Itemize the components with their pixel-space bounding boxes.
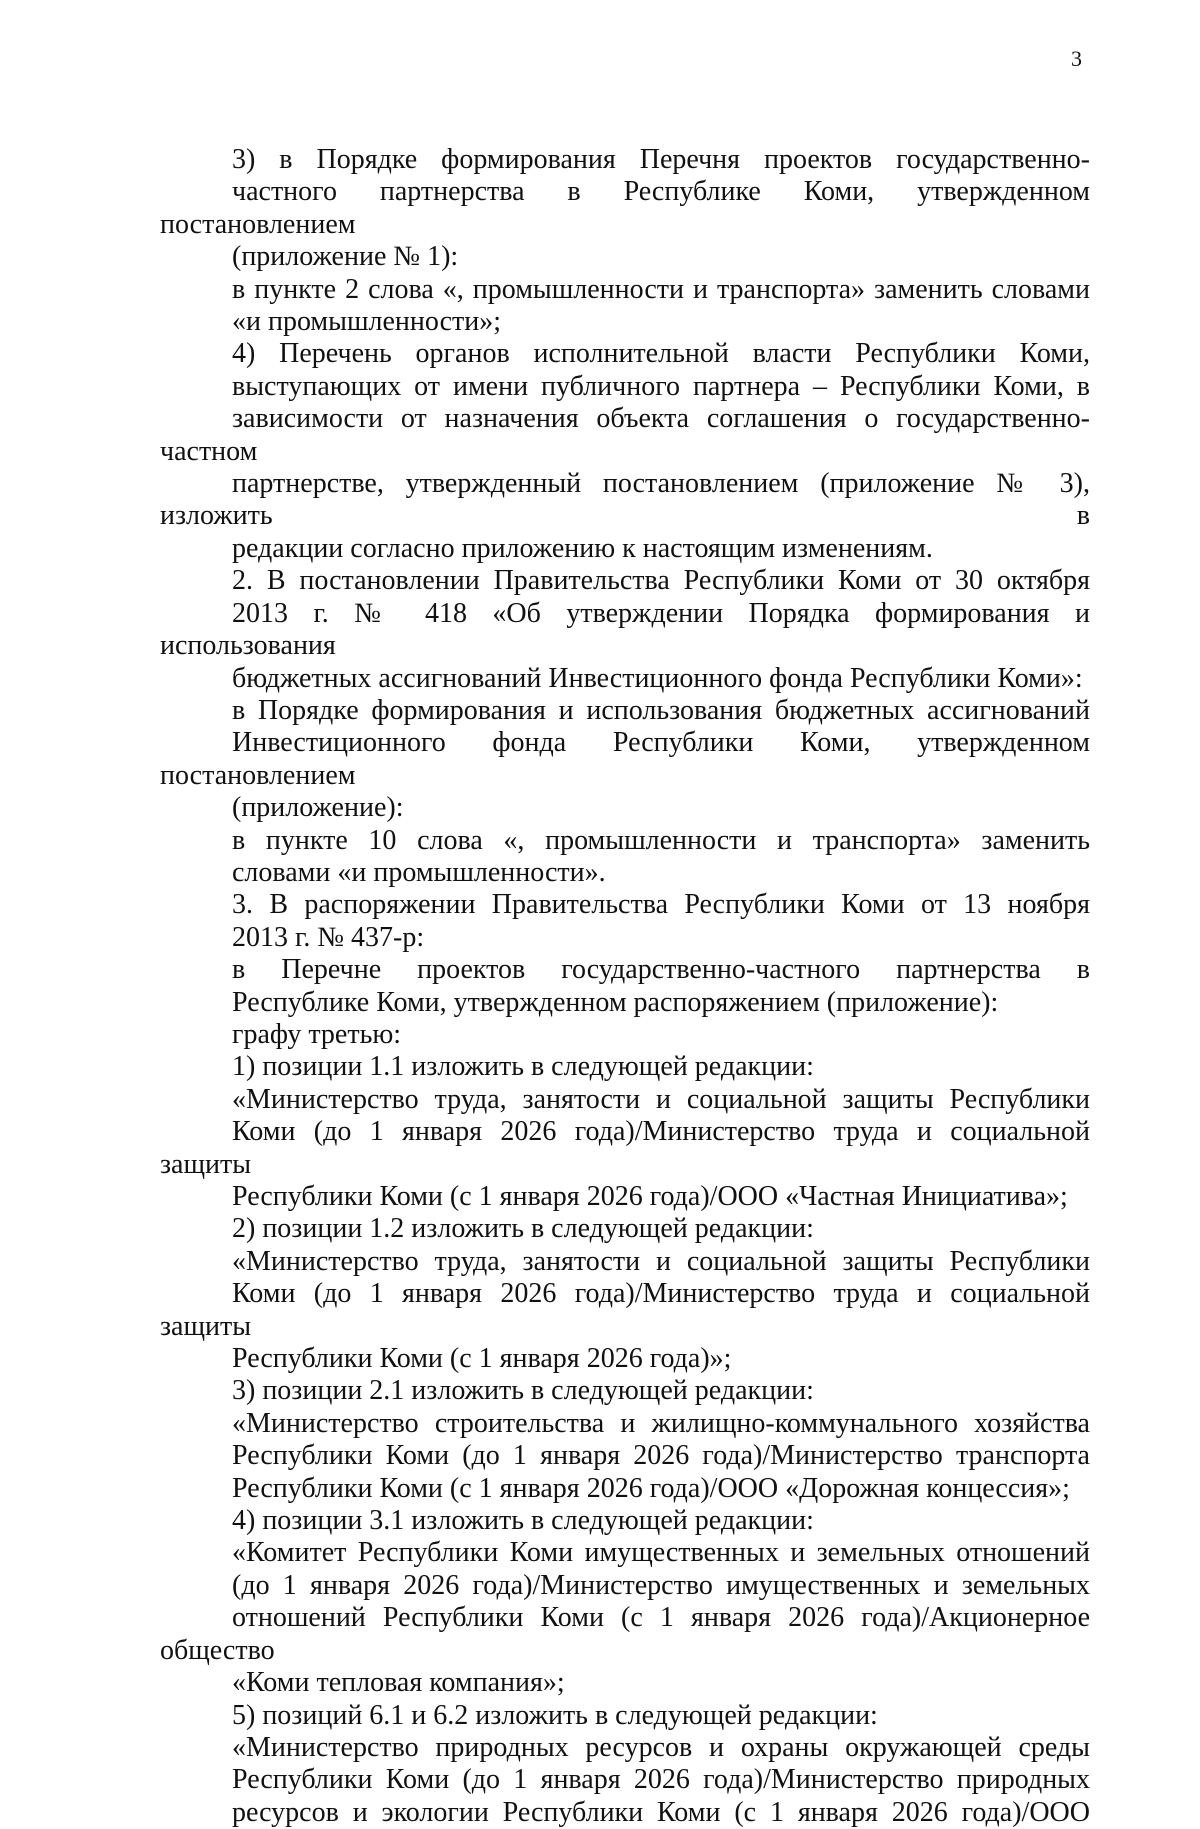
text-line: 1) позиции 1.1 изложить в следующей редакции: [232, 1051, 814, 1083]
paragraph [160, 565, 1090, 695]
text-line: 4) позиции 3.1 изложить в следующей редакции: [232, 1505, 814, 1537]
paragraph [160, 1505, 1090, 1537]
text-line: «и промышленности»; [232, 306, 502, 338]
paragraph [160, 825, 1090, 890]
text-line: в Порядке формирования и использования бюджетных ассигнований [232, 694, 1090, 726]
text-line: Республике Коми, утвержденном распоряжением (приложение): [232, 986, 999, 1018]
text-line: (до 1 января 2026 года)/Министерство имущественных и земельных [232, 1569, 1090, 1601]
paragraph [160, 1246, 1090, 1376]
text-line: «Коми тепловая компания»; [232, 1667, 565, 1699]
text-line: (приложение № 1): [232, 241, 459, 273]
paragraph [160, 1537, 1090, 1699]
paragraph [160, 1213, 1090, 1245]
text-line: (приложение): [232, 792, 404, 824]
paragraph [160, 1375, 1090, 1407]
text-line: отношений Республики Коми (с 1 января 2026 года)/Акционерное общество [160, 1602, 1090, 1666]
text-line: 3. В распоряжении Правительства Республики Коми от 13 ноября [232, 889, 1090, 921]
paragraph [160, 695, 1090, 825]
paragraph [160, 1019, 1090, 1051]
text-line: Коми (до 1 января 2026 года)/Министерство труда и социальной защиты [160, 1116, 1090, 1180]
text-line: частного партнерства в Республике Коми, утвержденном постановлением [160, 176, 1090, 240]
paragraph [160, 1051, 1090, 1083]
paragraph [160, 1084, 1090, 1214]
paragraph [160, 1700, 1090, 1732]
text-line: 2) позиции 1.2 изложить в следующей редакции: [232, 1213, 814, 1245]
paragraph [160, 1408, 1090, 1505]
text-line: 2013 г. № 418 «Об утверждении Порядка формирования и использования [160, 597, 1090, 662]
text-line: Республики Коми (до 1 января 2026 года)/Министерство транспорта [232, 1440, 1090, 1472]
text-line: 3) в Порядке формирования Перечня проектов государственно- [232, 144, 1090, 175]
text-line: редакции согласно приложению к настоящим изменениям. [232, 532, 933, 564]
text-line: «Министерство труда, занятости и социальной защиты Республики [232, 1083, 1090, 1115]
paragraph [160, 889, 1090, 954]
text-line: 2013 г. № 437-р: [232, 921, 425, 953]
text-line: 3) позиции 2.1 изложить в следующей редакции: [232, 1375, 814, 1407]
text-line: Республики Коми (с 1 января 2026 года)/ООО «Дорожная концессия»; [232, 1472, 1070, 1504]
text-line: графу третью: [232, 1018, 402, 1050]
text-line: словами «и промышленности». [232, 856, 606, 888]
text-line: «Комитет Республики Коми имущественных и земельных отношений [232, 1537, 1090, 1569]
paragraph [160, 338, 1090, 565]
text-line: зависимости от назначения объекта соглашения о государственно-частном [160, 403, 1090, 467]
text-line: выступающих от имени публичного партнера – Республики Коми, в [232, 370, 1090, 402]
text-line: 4) Перечень органов исполнительной власти Республики Коми, [232, 338, 1090, 370]
text-line: партнерстве, утвержденный постановлением (приложение № 3), изложить в [160, 468, 1090, 532]
text-line: Республики Коми (с 1 января 2026 года)»; [232, 1343, 732, 1375]
page-number: 3 [1071, 46, 1082, 71]
text-line: Республики Коми (до 1 января 2026 года)/Министерство природных [232, 1764, 1090, 1796]
text-line: Коми (до 1 января 2026 года)/Министерство труда и социальной защиты [160, 1278, 1090, 1342]
text-line: «Министерство строительства и жилищно-коммунального хозяйства [232, 1407, 1090, 1439]
text-line: Республики Коми (с 1 января 2026 года)/ООО «Частная Инициатива»; [232, 1181, 1068, 1212]
page-body [160, 144, 1090, 1829]
text-line: в пункте 2 слова «, промышленности и транспорта» заменить словами [232, 273, 1090, 305]
text-line: Инвестиционного фонда Республики Коми, утвержденном постановлением [160, 727, 1090, 791]
text-line: бюджетных ассигнований Инвестиционного фонда Республики Коми»: [232, 662, 1083, 694]
text-line: 5) позиций 6.1 и 6.2 изложить в следующей редакции: [232, 1699, 878, 1731]
paragraph [160, 274, 1090, 339]
paragraph [160, 1732, 1090, 1829]
text-line: ресурсов и экологии Республики Коми (с 1 января 2026 года)/ООО [232, 1796, 1090, 1828]
paragraph [160, 144, 1090, 274]
paragraph [160, 954, 1090, 1019]
text-line: «Министерство труда, занятости и социальной защиты Республики [232, 1245, 1090, 1277]
text-line: в Перечне проектов государственно-частного партнерства в [232, 954, 1090, 986]
text-line: в пункте 10 слова «, промышленности и транспорта» заменить [232, 824, 1090, 856]
text-line: 2. В постановлении Правительства Республики Коми от 30 октября [232, 565, 1090, 597]
text-line: «Министерство природных ресурсов и охраны окружающей среды [232, 1731, 1090, 1763]
